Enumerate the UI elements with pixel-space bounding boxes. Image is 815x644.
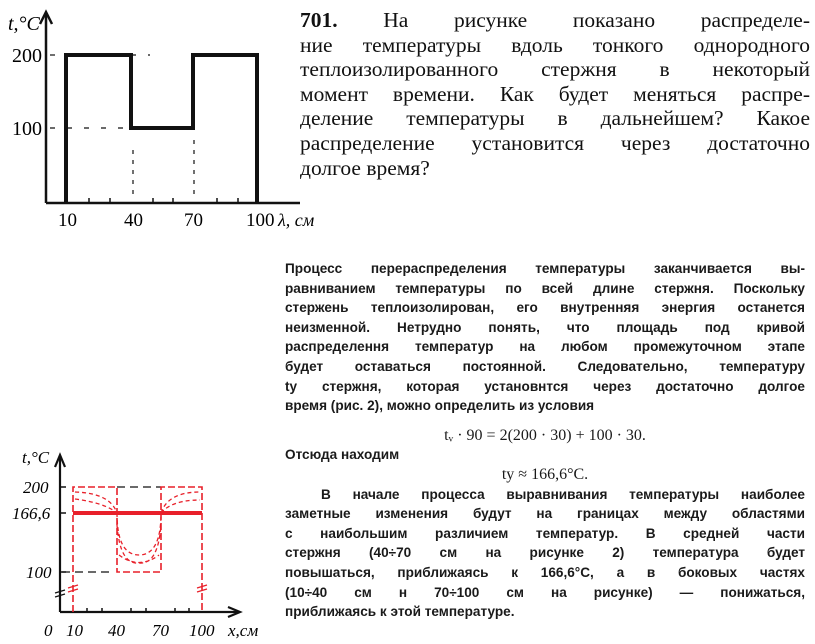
solution-line: неизменной. Нетрудно понять, что площадь под кривой xyxy=(285,319,805,335)
x-tick-label: 100 xyxy=(189,621,215,640)
result-equation: tу ≈ 166,6°С. xyxy=(501,465,589,483)
figure-1-temperature-distribution xyxy=(0,0,315,240)
problem-line: теплоизолированного стержня в некоторый xyxy=(300,57,810,82)
solution-line: Процесс перераспределения температуры заканчивается вы- xyxy=(285,261,805,276)
x-tick-label: 70 xyxy=(184,210,203,231)
intermediate-curves-middle xyxy=(117,513,161,563)
solution-line: В начале процесса выравнивания температуры наиболее xyxy=(321,486,805,502)
axis-ticks xyxy=(60,487,189,612)
problem-line: 701. На рисунке показано распределе- xyxy=(300,8,810,32)
x-tick-label: 40 xyxy=(108,621,125,640)
y-axis-label: t,°C xyxy=(22,448,50,467)
solution-line: Отсюда находим xyxy=(285,447,400,463)
solution-line: будет оставаться постоянной. Следовательно, температуру xyxy=(285,358,805,374)
break-mark-icon xyxy=(68,585,207,592)
temperature-curves xyxy=(68,487,207,612)
problem-number: 701. xyxy=(300,8,338,32)
solution-line: стержень теплоизолирован, его внутренняя энергия останется xyxy=(285,300,805,316)
initial-profile xyxy=(73,487,202,612)
x-tick-label: 100 xyxy=(246,210,275,231)
y-tick-label: 100 xyxy=(12,118,42,140)
y-tick-label: 200 xyxy=(12,45,42,67)
solution-line: стержня (40÷70 см на рисунке 2) температура будет xyxy=(285,545,805,561)
problem-line: распределение установится через достаточно xyxy=(300,130,810,155)
solution-line: равниванием температуры по всей длине стержня. Поскольку xyxy=(285,280,805,296)
x-tick-label: 40 xyxy=(124,210,143,231)
y-tick-label: 100 xyxy=(26,563,52,582)
figure-2-temperature-evolution xyxy=(0,445,280,644)
intermediate-curves-sides xyxy=(75,492,200,513)
solution-line: повышаться, приближаясь к 166,6°С, а в боковых частях xyxy=(285,564,805,580)
problem-line: момент времени. Как будет меняться распре- xyxy=(300,81,810,106)
solution-line: приближаясь к этой температуре. xyxy=(285,604,515,620)
solution-line: заметные изменения будут на границах между областями xyxy=(285,506,805,522)
x-tick-label: 0 xyxy=(44,621,53,640)
equation: tᵥ · 90 = 2(200 · 30) + 100 · 30. xyxy=(444,426,646,444)
solution-line: с наибольшим различием температур. В средней части xyxy=(285,525,805,541)
problem-text xyxy=(300,8,810,180)
y-axis-label: t,°C xyxy=(8,13,40,35)
problem-line: деление температуры в дальнейшем? Какое xyxy=(300,106,810,131)
y-tick-label: 166,6 xyxy=(12,504,51,523)
x-tick-label: 70 xyxy=(152,621,169,640)
temperature-profile xyxy=(66,55,257,203)
x-axis-label: λ, см xyxy=(278,210,315,230)
solution-text xyxy=(285,259,805,622)
solution-line: распределення температур на любом промежуточном этапе xyxy=(285,339,805,355)
x-tick-label: 10 xyxy=(58,210,77,231)
y-tick-label: 200 xyxy=(23,478,49,497)
solution-line: tу стержня, которая установнтся через достаточно долгое xyxy=(285,378,805,394)
solution-line: время (рис. 2), можно определить из условия xyxy=(285,398,595,414)
x-axis-label: x,см xyxy=(228,621,259,640)
x-tick-label: 10 xyxy=(66,621,83,640)
solution-line: (10÷40 см н 70÷100 см на рисунке) — понижаться, xyxy=(285,584,805,600)
problem-line: ние температуры вдоль тонкого однородного xyxy=(300,32,810,57)
problem-line: долгое время? xyxy=(300,155,430,180)
